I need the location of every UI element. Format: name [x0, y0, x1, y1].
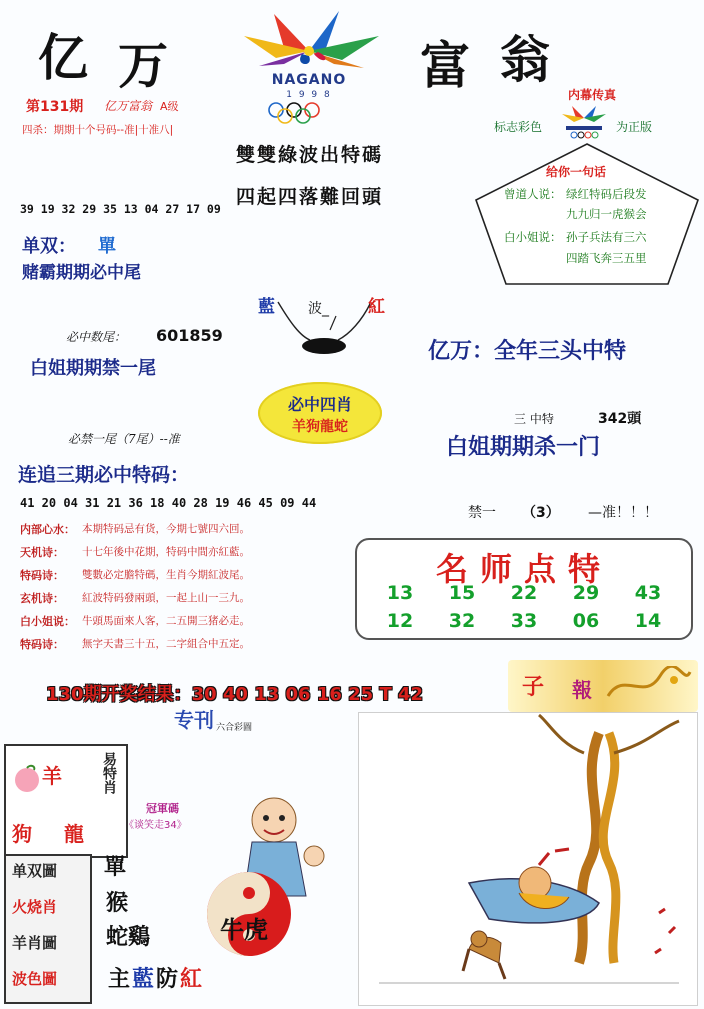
badge-top: 冠軍碼	[146, 802, 179, 815]
zi-bao-char: 報	[572, 678, 592, 702]
rule-text: 紅波特码發兩頭，一起上山一三九。	[82, 592, 250, 604]
zodiac-3: 龍	[64, 822, 84, 846]
three-heads: 亿万：全年三头中特	[428, 339, 627, 364]
pick-number: 14	[634, 610, 662, 632]
rule-text: 十七年後中花期，特码中間亦紅藍。	[82, 546, 250, 558]
rule-label: 玄机诗：	[20, 591, 64, 605]
bowl-middle: 波_	[308, 301, 329, 317]
issue-number: 第131期	[26, 99, 84, 115]
journal-name: 专刊	[174, 708, 214, 732]
ban-one-post: —准！！！	[588, 505, 658, 521]
pentagon-row1-text1: 绿红特码后段发	[566, 187, 647, 201]
main-lead: 主	[108, 967, 131, 992]
issue-brand: 亿万富翁	[104, 99, 153, 113]
rule-row	[20, 632, 350, 655]
pick-number: 43	[634, 582, 662, 604]
master-pick-box	[355, 538, 693, 640]
grid-ox-tiger: 牛虎	[220, 916, 268, 944]
cartoon-right-panel	[358, 712, 698, 1006]
issue-grade: A级	[160, 100, 179, 113]
main-red: 紅	[180, 967, 203, 992]
ban-tail: 必禁一尾（7尾）--准	[68, 432, 180, 446]
pentagon-row2-text1: 孙子兵法有三六	[566, 230, 647, 244]
journal-mark	[158, 704, 358, 732]
rule-text: 本期特码忌有货，今期七號四六回。	[82, 523, 250, 535]
tails-label: 必中数尾：	[66, 330, 127, 344]
rule-label: 特码诗：	[20, 637, 64, 651]
three-hits-label: 三 中特	[514, 412, 554, 426]
pick-number: 29	[572, 582, 600, 604]
pick-number: 06	[572, 610, 600, 632]
four-zodiac-badge	[258, 382, 382, 444]
zodiac-2: 狗	[12, 822, 32, 846]
rule-row	[20, 563, 350, 586]
slogan-line2: 四起四落難回頭	[236, 186, 384, 208]
single-double-value: 單	[98, 236, 116, 257]
fax-right: 为正版	[616, 120, 653, 134]
chart-grid-box	[4, 854, 92, 1004]
zodiac-tag: 易特肖	[101, 752, 117, 794]
master-pick-row-1	[375, 582, 673, 604]
chase-numbers: 41 20 04 31 21 36 18 40 28 19 46 45 09 44	[20, 496, 317, 510]
rule-row	[20, 609, 350, 632]
grid-item-3: 羊肖圖	[12, 934, 58, 952]
bowl-icon	[270, 300, 380, 362]
master-pick-title: 名师点特	[435, 550, 612, 588]
pick-number: 13	[386, 582, 414, 604]
rule-text: 無字天書三十五，二字組合中五定。	[82, 638, 250, 650]
result-banner: 130期开奖结果：30 40 13 06 16 25 T 42	[46, 684, 424, 705]
fax-left: 标志彩色	[494, 120, 543, 134]
numbers-top: 39 19 32 29 35 13 04 27 17 09	[20, 202, 221, 216]
tree-scene-illustration	[359, 713, 697, 1005]
grid-item-2: 火烧肖	[12, 898, 58, 916]
logo-text: NAGANO	[271, 72, 347, 88]
title-char-wan: 万	[118, 36, 168, 95]
nagano-logo	[214, 6, 404, 126]
four-zodiac-value: 羊狗龍蛇	[292, 419, 348, 435]
slogan-line1: 雙雙綠波出特碼	[236, 144, 384, 166]
master-pick-row-2	[375, 610, 673, 632]
tails-sub: 白姐期期禁一尾	[30, 358, 156, 379]
issue-subtitle: 四杀：期期十个号码--准|十准八|	[22, 124, 174, 136]
mini-olympic-logo-icon	[556, 104, 612, 140]
rule-row	[20, 586, 350, 609]
title-char-fu: 富	[420, 36, 470, 95]
rule-text: 牛頭馬面來人客，二五開三猪必走。	[82, 615, 250, 627]
ban-one-pre: 禁一	[468, 505, 496, 521]
title-char-weng: 翁	[500, 30, 550, 89]
three-hits-value: 342頭	[598, 411, 642, 427]
grid-item-1: 单双圖	[12, 862, 58, 880]
four-zodiac-title: 必中四肖	[287, 395, 352, 414]
logo-year: 1 9 9 8	[286, 90, 332, 100]
pick-number: 32	[448, 610, 476, 632]
main-blue: 藍	[132, 967, 155, 992]
rule-label: 天机诗：	[20, 545, 64, 559]
rule-text: 雙數必定膽特碼，生肖今期紅波尾。	[82, 569, 250, 581]
pentagon-row2-label: 白小姐说：	[504, 230, 562, 244]
journal-publisher: 六合彩圖	[216, 723, 253, 733]
single-double-label: 单双：	[22, 236, 76, 257]
rule-label: 内部心水：	[20, 522, 75, 536]
grid-monkey: 猴	[106, 891, 129, 916]
rule-label: 特码诗：	[20, 568, 64, 582]
zodiac-1: 羊	[42, 764, 62, 788]
bowl-red: 紅	[368, 297, 385, 317]
chase-title: 连追三期必中特码：	[18, 464, 190, 486]
grid-snake-rooster: 蛇鷄	[106, 925, 151, 950]
badge-bottom: 《谈笑走34》	[124, 820, 187, 831]
ban-one-value: （3）	[522, 505, 560, 521]
rules-list	[20, 517, 350, 655]
zi-banner	[508, 660, 698, 712]
pentagon-title: 给你一句话	[546, 165, 607, 179]
rule-row	[20, 540, 350, 563]
pick-number: 15	[448, 582, 476, 604]
pick-number: 12	[386, 610, 414, 632]
dragon-ornament-icon	[604, 666, 694, 706]
cartoon-left-panel	[4, 730, 350, 1004]
fax-title: 内幕传真	[568, 88, 617, 102]
three-hits-sub: 白姐期期杀一门	[446, 435, 601, 460]
pentagon-row1-text2: 九九归一虎猴会	[566, 207, 647, 221]
pentagon-row1-label: 曾道人说：	[504, 187, 562, 201]
pick-number: 33	[510, 610, 538, 632]
single-double-sub: 赌霸期期必中尾	[22, 263, 141, 283]
bowl-blue: 藍	[258, 297, 275, 317]
pentagon-row2-text2: 四踏飞奔三五里	[566, 251, 647, 265]
pick-number: 22	[510, 582, 538, 604]
rule-label: 白小姐说：	[20, 614, 75, 628]
rule-row	[20, 517, 350, 540]
peach-icon	[12, 764, 42, 794]
zodiac-box	[4, 744, 128, 858]
tails-value: 601859	[156, 326, 223, 345]
grid-item-4: 波色圖	[12, 970, 58, 988]
grid-single: 單	[104, 855, 127, 880]
olympic-rings-icon	[264, 102, 354, 124]
champion-badge	[124, 800, 194, 836]
main-guard: 防	[156, 967, 179, 992]
zi-char: 子	[522, 674, 545, 700]
title-char-yi: 亿	[38, 28, 88, 87]
